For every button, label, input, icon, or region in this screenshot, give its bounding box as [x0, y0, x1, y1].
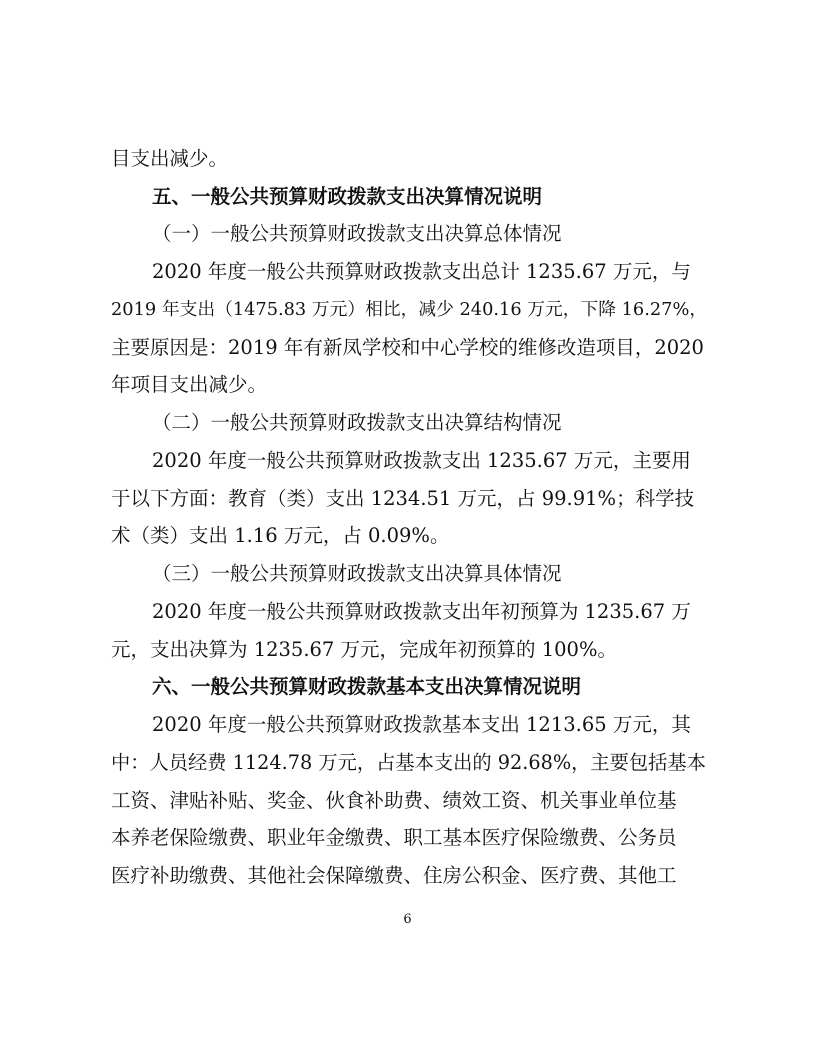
paragraph-line: 元，支出决算为 1235.67 万元，完成年初预算的 100%。 — [111, 637, 617, 661]
paragraph-line: 2020 年度一般公共预算财政拨款支出年初预算为 1235.67 万 — [152, 599, 691, 623]
paragraph-line: 2019 年支出（1475.83 万元）相比，减少 240.16 万元，下降 16.27%， — [111, 299, 708, 320]
subsection-heading-3: （三）一般公共预算财政拨款支出决算具体情况 — [152, 562, 562, 586]
text-line-continuation: 目支出减少。 — [111, 147, 229, 170]
subsection-heading-2: （二）一般公共预算财政拨款支出决算结构情况 — [152, 411, 562, 435]
subsection-heading-1: （一）一般公共预算财政拨款支出决算总体情况 — [152, 222, 562, 246]
paragraph-line: 2020 年度一般公共预算财政拨款支出 1235.67 万元，主要用 — [152, 448, 691, 472]
paragraph-line: 主要原因是：2019 年有新凤学校和中心学校的维修改造项目，2020 — [111, 335, 704, 359]
paragraph-line: 中：人员经费 1124.78 万元，占基本支出的 92.68%，主要包括基本 — [111, 750, 706, 774]
paragraph-line: 2020 年度一般公共预算财政拨款基本支出 1213.65 万元，其 — [152, 713, 691, 737]
paragraph-line: 于以下方面：教育（类）支出 1234.51 万元，占 99.91%；科学技 — [111, 486, 695, 510]
paragraph-line: 工资、津贴补贴、奖金、伙食补助费、绩效工资、机关事业单位基 — [111, 788, 677, 812]
paragraph-line: 本养老保险缴费、职业年金缴费、职工基本医疗保险缴费、公务员 — [111, 826, 677, 850]
paragraph-line: 术（类）支出 1.16 万元，占 0.09%。 — [111, 524, 450, 548]
paragraph-line: 2020 年度一般公共预算财政拨款支出总计 1235.67 万元，与 — [152, 260, 691, 284]
paragraph-line: 年项目支出减少。 — [111, 373, 268, 397]
paragraph-line: 医疗补助缴费、其他社会保障缴费、住房公积金、医疗费、其他工 — [111, 864, 677, 887]
section-heading-6: 六、一般公共预算财政拨款基本支出决算情况说明 — [152, 675, 582, 699]
page-number: 6 — [403, 912, 412, 927]
section-heading-5: 五、一般公共预算财政拨款支出决算情况说明 — [152, 184, 543, 208]
